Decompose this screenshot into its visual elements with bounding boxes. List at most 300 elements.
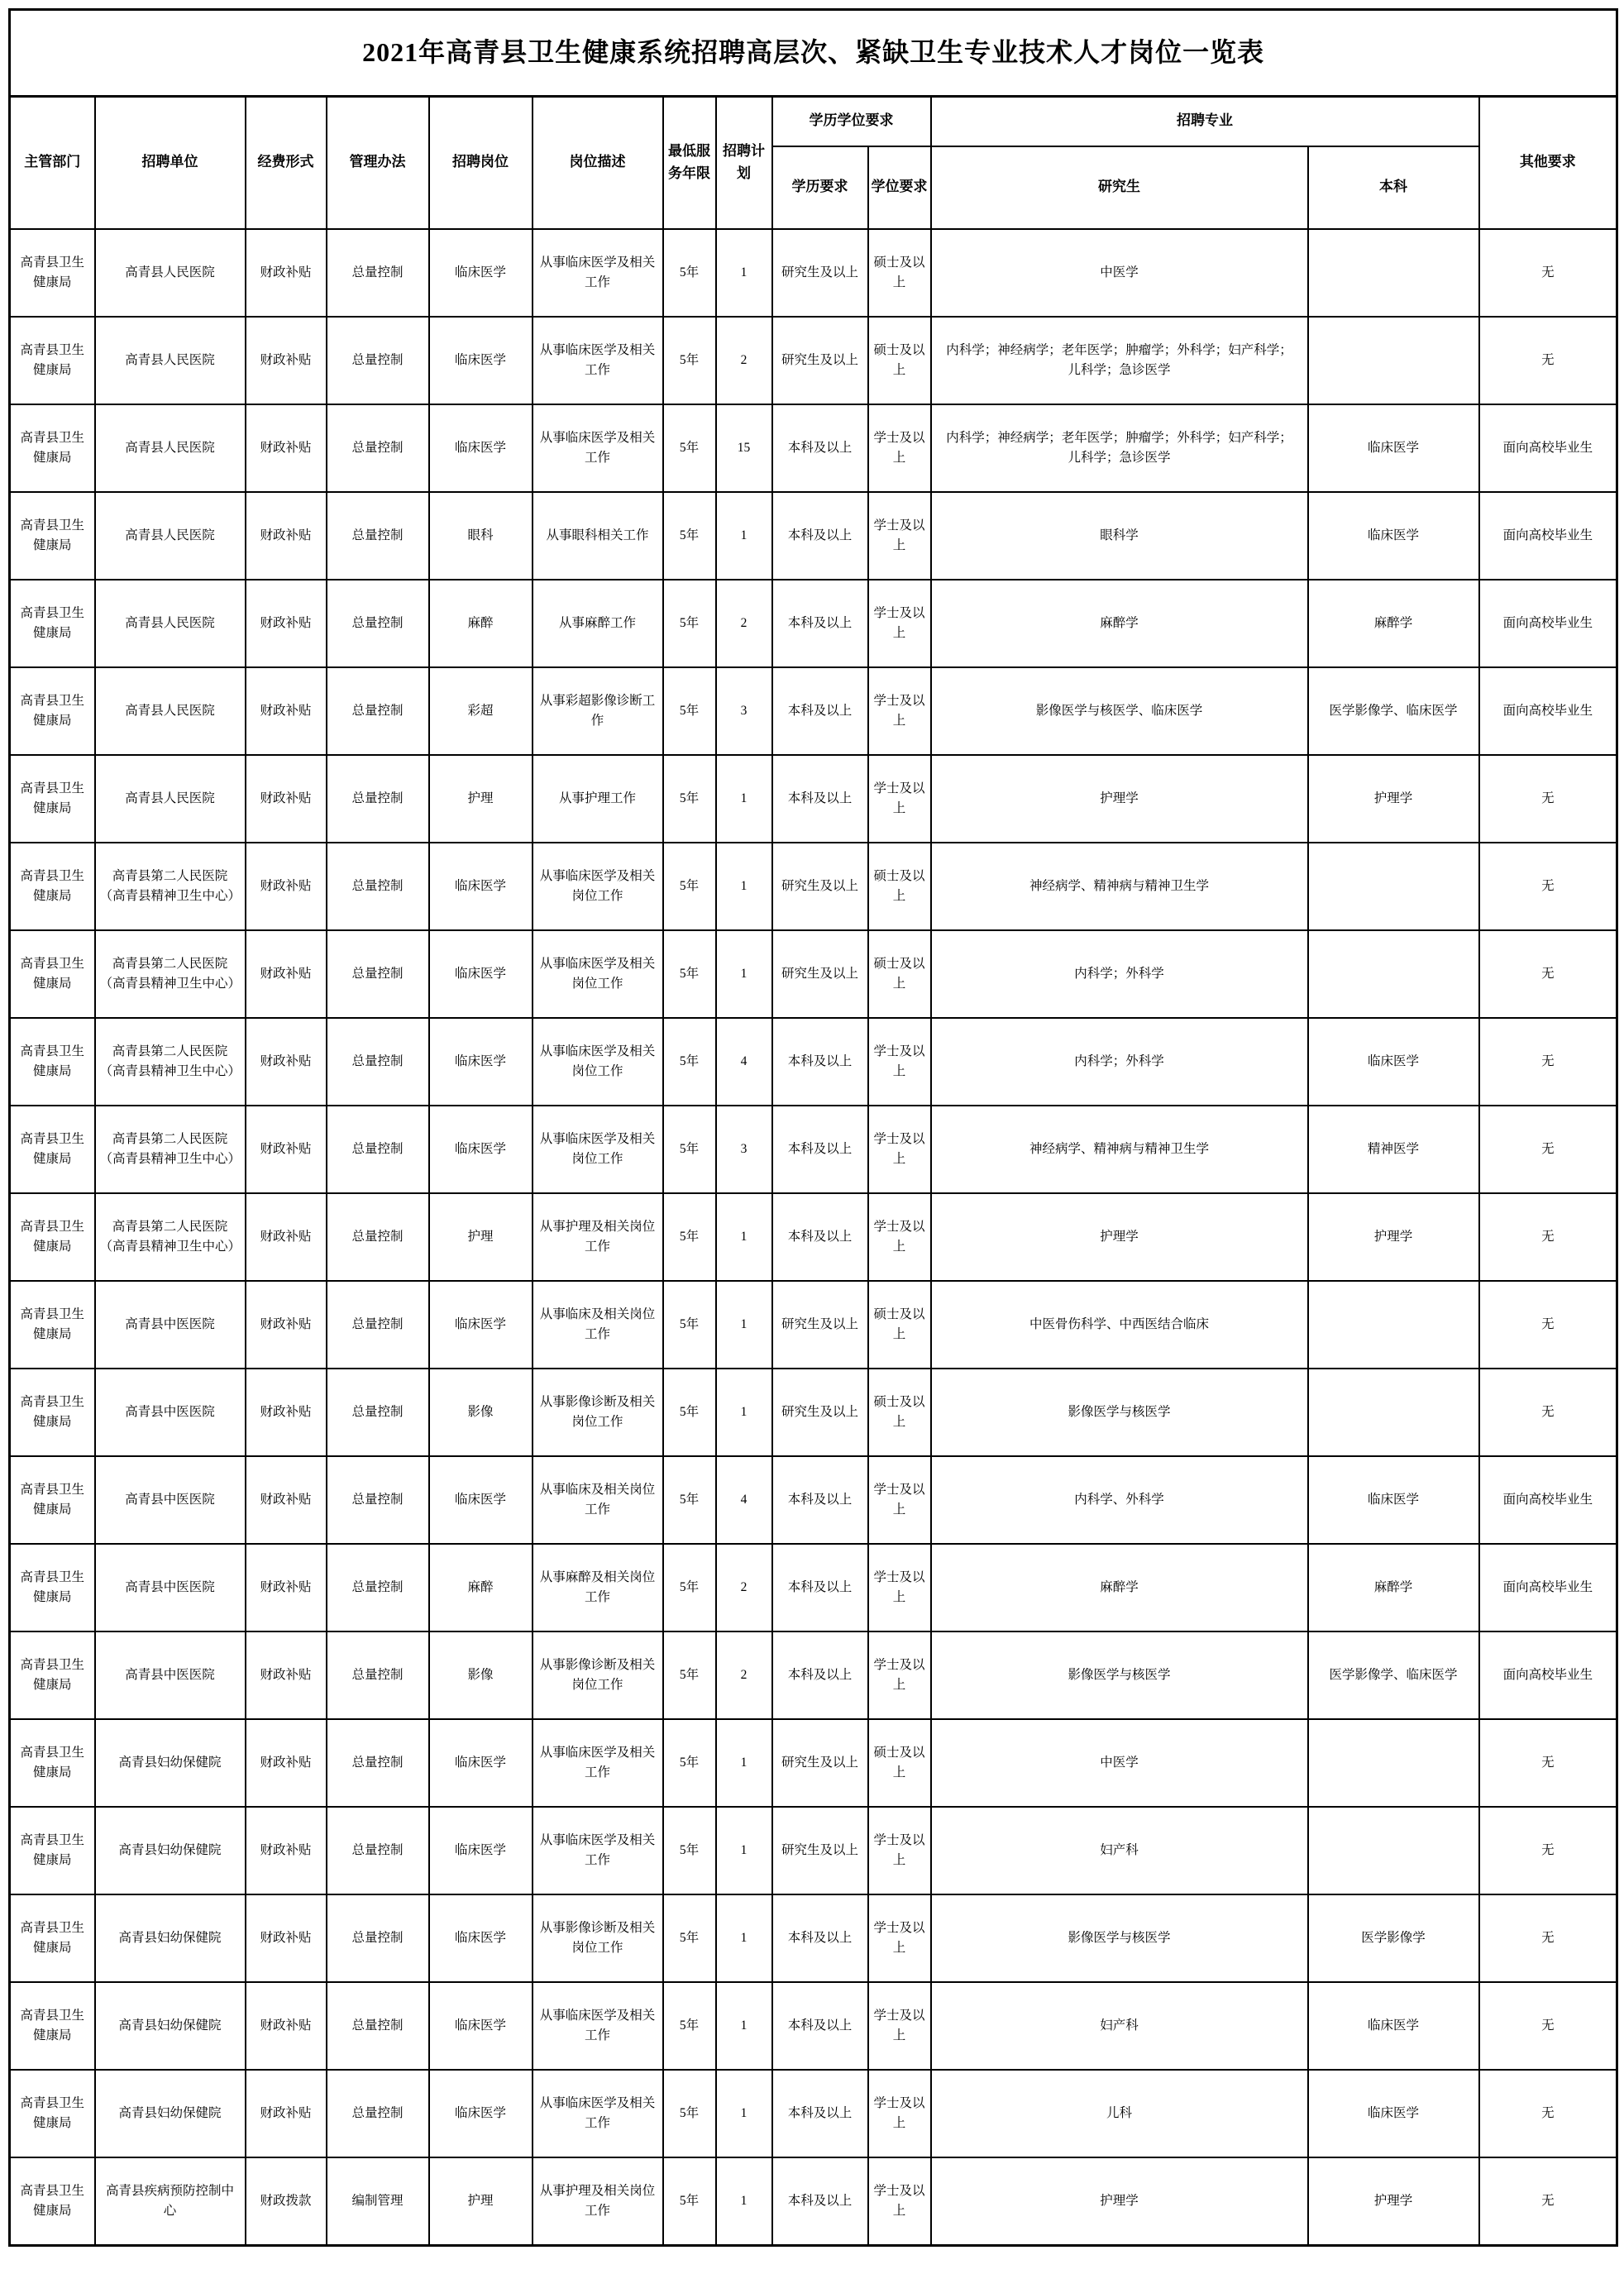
cell-mgmt: 总量控制	[327, 1193, 429, 1281]
cell-undergrad: 临床医学	[1308, 2070, 1479, 2157]
cell-grad: 中医学	[931, 229, 1308, 317]
cell-other: 面向高校毕业生	[1479, 404, 1617, 492]
cell-grad: 麻醉学	[931, 580, 1308, 667]
cell-position: 临床医学	[429, 1281, 533, 1369]
table-row	[10, 755, 1617, 843]
cell-grad: 内科学；神经病学；老年医学；肿瘤学；外科学；妇产科学；儿科学；急诊医学	[931, 317, 1308, 404]
cell-unit: 高青县中医医院	[95, 1631, 246, 1719]
cell-other: 面向高校毕业生	[1479, 1544, 1617, 1631]
cell-years: 5年	[663, 930, 716, 1018]
cell-position: 临床医学	[429, 1719, 533, 1807]
cell-other: 面向高校毕业生	[1479, 1631, 1617, 1719]
cell-funding: 财政补贴	[246, 2070, 327, 2157]
col-header-unit: 招聘单位	[95, 96, 246, 229]
cell-edu: 本科及以上	[772, 2157, 868, 2246]
cell-unit: 高青县中医医院	[95, 1369, 246, 1456]
cell-degree: 硕士及以上	[868, 843, 931, 930]
cell-undergrad	[1308, 1281, 1479, 1369]
cell-degree: 硕士及以上	[868, 229, 931, 317]
cell-grad: 妇产科	[931, 1807, 1308, 1894]
cell-years: 5年	[663, 843, 716, 930]
cell-grad: 儿科	[931, 2070, 1308, 2157]
cell-plan: 15	[716, 404, 772, 492]
cell-mgmt: 总量控制	[327, 1807, 429, 1894]
cell-unit: 高青县人民医院	[95, 492, 246, 580]
cell-desc: 从事麻醉工作	[533, 580, 663, 667]
cell-plan: 1	[716, 1281, 772, 1369]
cell-other: 无	[1479, 1982, 1617, 2070]
cell-unit: 高青县人民医院	[95, 755, 246, 843]
cell-dept: 高青县卫生健康局	[10, 317, 95, 404]
cell-position: 临床医学	[429, 1982, 533, 2070]
cell-position: 临床医学	[429, 930, 533, 1018]
cell-desc: 从事影像诊断及相关岗位工作	[533, 1894, 663, 1982]
cell-position: 护理	[429, 1193, 533, 1281]
cell-dept: 高青县卫生健康局	[10, 1894, 95, 1982]
cell-mgmt: 总量控制	[327, 1719, 429, 1807]
cell-dept: 高青县卫生健康局	[10, 755, 95, 843]
cell-undergrad: 麻醉学	[1308, 1544, 1479, 1631]
cell-degree: 学士及以上	[868, 1807, 931, 1894]
cell-unit: 高青县人民医院	[95, 404, 246, 492]
cell-edu: 本科及以上	[772, 1544, 868, 1631]
cell-funding: 财政补贴	[246, 755, 327, 843]
cell-plan: 1	[716, 2070, 772, 2157]
cell-edu: 研究生及以上	[772, 1719, 868, 1807]
cell-years: 5年	[663, 1544, 716, 1631]
cell-undergrad: 临床医学	[1308, 1018, 1479, 1106]
cell-funding: 财政补贴	[246, 843, 327, 930]
col-header-degree: 学位要求	[868, 146, 931, 229]
cell-mgmt: 总量控制	[327, 667, 429, 755]
cell-funding: 财政补贴	[246, 1719, 327, 1807]
cell-unit: 高青县疾病预防控制中心	[95, 2157, 246, 2246]
col-group-majors: 招聘专业	[931, 96, 1479, 146]
cell-dept: 高青县卫生健康局	[10, 1018, 95, 1106]
table-row	[10, 404, 1617, 492]
cell-desc: 从事彩超影像诊断工作	[533, 667, 663, 755]
table-row	[10, 2070, 1617, 2157]
table-row	[10, 1544, 1617, 1631]
cell-funding: 财政补贴	[246, 580, 327, 667]
cell-desc: 从事护理及相关岗位工作	[533, 2157, 663, 2246]
cell-position: 彩超	[429, 667, 533, 755]
cell-mgmt: 总量控制	[327, 492, 429, 580]
cell-position: 临床医学	[429, 1106, 533, 1193]
cell-desc: 从事临床医学及相关工作	[533, 1719, 663, 1807]
cell-funding: 财政补贴	[246, 317, 327, 404]
cell-grad: 内科学；神经病学；老年医学；肿瘤学；外科学；妇产科学；儿科学；急诊医学	[931, 404, 1308, 492]
cell-degree: 学士及以上	[868, 1456, 931, 1544]
cell-dept: 高青县卫生健康局	[10, 2070, 95, 2157]
cell-years: 5年	[663, 1894, 716, 1982]
table-row	[10, 843, 1617, 930]
cell-plan: 1	[716, 1193, 772, 1281]
cell-years: 5年	[663, 1369, 716, 1456]
cell-other: 无	[1479, 930, 1617, 1018]
table-row	[10, 1281, 1617, 1369]
cell-other: 面向高校毕业生	[1479, 492, 1617, 580]
cell-unit: 高青县妇幼保健院	[95, 2070, 246, 2157]
cell-edu: 本科及以上	[772, 1193, 868, 1281]
cell-degree: 学士及以上	[868, 492, 931, 580]
cell-degree: 学士及以上	[868, 1018, 931, 1106]
cell-undergrad: 医学影像学、临床医学	[1308, 1631, 1479, 1719]
cell-mgmt: 总量控制	[327, 843, 429, 930]
cell-edu: 研究生及以上	[772, 229, 868, 317]
cell-dept: 高青县卫生健康局	[10, 1193, 95, 1281]
cell-plan: 3	[716, 1106, 772, 1193]
cell-mgmt: 总量控制	[327, 404, 429, 492]
title-row	[10, 10, 1617, 97]
header-group-row	[10, 96, 1617, 146]
cell-edu: 本科及以上	[772, 755, 868, 843]
cell-plan: 1	[716, 492, 772, 580]
cell-plan: 3	[716, 667, 772, 755]
cell-funding: 财政补贴	[246, 1193, 327, 1281]
cell-mgmt: 总量控制	[327, 229, 429, 317]
col-header-grad: 研究生	[931, 146, 1308, 229]
col-header-position: 招聘岗位	[429, 96, 533, 229]
cell-grad: 影像医学与核医学	[931, 1631, 1308, 1719]
cell-mgmt: 编制管理	[327, 2157, 429, 2246]
table-body	[10, 229, 1617, 2246]
cell-dept: 高青县卫生健康局	[10, 667, 95, 755]
cell-position: 临床医学	[429, 1456, 533, 1544]
cell-position: 护理	[429, 2157, 533, 2246]
table-row	[10, 229, 1617, 317]
cell-plan: 2	[716, 1631, 772, 1719]
cell-undergrad	[1308, 229, 1479, 317]
cell-unit: 高青县人民医院	[95, 317, 246, 404]
table-row	[10, 1807, 1617, 1894]
cell-grad: 神经病学、精神病与精神卫生学	[931, 1106, 1308, 1193]
cell-other: 无	[1479, 1807, 1617, 1894]
cell-other: 无	[1479, 1369, 1617, 1456]
cell-desc: 从事临床医学及相关岗位工作	[533, 930, 663, 1018]
cell-plan: 1	[716, 1719, 772, 1807]
cell-edu: 本科及以上	[772, 1106, 868, 1193]
cell-plan: 1	[716, 2157, 772, 2246]
cell-other: 面向高校毕业生	[1479, 580, 1617, 667]
cell-funding: 财政拨款	[246, 2157, 327, 2246]
cell-mgmt: 总量控制	[327, 1018, 429, 1106]
table-row	[10, 1719, 1617, 1807]
cell-unit: 高青县第二人民医院（高青县精神卫生中心）	[95, 1018, 246, 1106]
cell-position: 护理	[429, 755, 533, 843]
cell-edu: 本科及以上	[772, 1456, 868, 1544]
cell-unit: 高青县第二人民医院（高青县精神卫生中心）	[95, 1193, 246, 1281]
cell-dept: 高青县卫生健康局	[10, 1369, 95, 1456]
cell-mgmt: 总量控制	[327, 1982, 429, 2070]
cell-other: 无	[1479, 2157, 1617, 2246]
cell-years: 5年	[663, 1982, 716, 2070]
cell-undergrad	[1308, 930, 1479, 1018]
col-group-edu-degree: 学历学位要求	[772, 96, 931, 146]
cell-unit: 高青县妇幼保健院	[95, 1719, 246, 1807]
cell-edu: 本科及以上	[772, 667, 868, 755]
cell-mgmt: 总量控制	[327, 1281, 429, 1369]
cell-years: 5年	[663, 229, 716, 317]
cell-degree: 学士及以上	[868, 1106, 931, 1193]
cell-funding: 财政补贴	[246, 1807, 327, 1894]
cell-mgmt: 总量控制	[327, 1544, 429, 1631]
cell-degree: 学士及以上	[868, 1982, 931, 2070]
cell-undergrad	[1308, 317, 1479, 404]
cell-other: 面向高校毕业生	[1479, 1456, 1617, 1544]
cell-desc: 从事临床医学及相关工作	[533, 1807, 663, 1894]
cell-position: 临床医学	[429, 404, 533, 492]
cell-unit: 高青县妇幼保健院	[95, 1894, 246, 1982]
cell-funding: 财政补贴	[246, 1544, 327, 1631]
cell-other: 无	[1479, 1281, 1617, 1369]
cell-mgmt: 总量控制	[327, 1631, 429, 1719]
cell-grad: 中医学	[931, 1719, 1308, 1807]
cell-dept: 高青县卫生健康局	[10, 1281, 95, 1369]
col-header-mgmt: 管理办法	[327, 96, 429, 229]
table-row	[10, 1369, 1617, 1456]
cell-funding: 财政补贴	[246, 404, 327, 492]
cell-plan: 4	[716, 1456, 772, 1544]
cell-mgmt: 总量控制	[327, 2070, 429, 2157]
cell-dept: 高青县卫生健康局	[10, 492, 95, 580]
cell-edu: 研究生及以上	[772, 930, 868, 1018]
cell-unit: 高青县中医医院	[95, 1456, 246, 1544]
cell-undergrad: 医学影像学	[1308, 1894, 1479, 1982]
cell-desc: 从事影像诊断及相关岗位工作	[533, 1369, 663, 1456]
cell-grad: 护理学	[931, 2157, 1308, 2246]
col-header-edu: 学历要求	[772, 146, 868, 229]
cell-desc: 从事护理工作	[533, 755, 663, 843]
cell-grad: 内科学；外科学	[931, 1018, 1308, 1106]
cell-undergrad	[1308, 1369, 1479, 1456]
cell-degree: 学士及以上	[868, 2157, 931, 2246]
cell-plan: 2	[716, 580, 772, 667]
cell-mgmt: 总量控制	[327, 930, 429, 1018]
cell-position: 临床医学	[429, 843, 533, 930]
cell-undergrad: 临床医学	[1308, 1456, 1479, 1544]
cell-desc: 从事临床及相关岗位工作	[533, 1456, 663, 1544]
cell-position: 临床医学	[429, 1807, 533, 1894]
cell-undergrad: 麻醉学	[1308, 580, 1479, 667]
col-header-undergrad: 本科	[1308, 146, 1479, 229]
cell-dept: 高青县卫生健康局	[10, 1106, 95, 1193]
cell-undergrad	[1308, 1807, 1479, 1894]
table-row	[10, 2157, 1617, 2246]
cell-degree: 学士及以上	[868, 1193, 931, 1281]
cell-grad: 神经病学、精神病与精神卫生学	[931, 843, 1308, 930]
cell-dept: 高青县卫生健康局	[10, 1544, 95, 1631]
cell-plan: 1	[716, 755, 772, 843]
cell-other: 无	[1479, 229, 1617, 317]
cell-years: 5年	[663, 1018, 716, 1106]
cell-mgmt: 总量控制	[327, 1106, 429, 1193]
cell-funding: 财政补贴	[246, 1894, 327, 1982]
cell-other: 无	[1479, 1193, 1617, 1281]
cell-dept: 高青县卫生健康局	[10, 1456, 95, 1544]
col-header-plan: 招聘计划	[716, 96, 772, 229]
cell-position: 眼科	[429, 492, 533, 580]
cell-edu: 本科及以上	[772, 1631, 868, 1719]
cell-grad: 内科学、外科学	[931, 1456, 1308, 1544]
table-row	[10, 1106, 1617, 1193]
table-row	[10, 667, 1617, 755]
cell-undergrad: 临床医学	[1308, 1982, 1479, 2070]
cell-years: 5年	[663, 755, 716, 843]
cell-unit: 高青县第二人民医院（高青县精神卫生中心）	[95, 930, 246, 1018]
cell-undergrad	[1308, 1719, 1479, 1807]
cell-years: 5年	[663, 667, 716, 755]
cell-dept: 高青县卫生健康局	[10, 229, 95, 317]
cell-funding: 财政补贴	[246, 1456, 327, 1544]
cell-other: 无	[1479, 317, 1617, 404]
cell-dept: 高青县卫生健康局	[10, 1807, 95, 1894]
cell-edu: 本科及以上	[772, 1982, 868, 2070]
cell-plan: 1	[716, 930, 772, 1018]
cell-other: 无	[1479, 1106, 1617, 1193]
cell-years: 5年	[663, 492, 716, 580]
cell-degree: 硕士及以上	[868, 930, 931, 1018]
cell-grad: 护理学	[931, 1193, 1308, 1281]
cell-years: 5年	[663, 1807, 716, 1894]
cell-undergrad	[1308, 843, 1479, 930]
cell-desc: 从事护理及相关岗位工作	[533, 1193, 663, 1281]
cell-edu: 本科及以上	[772, 580, 868, 667]
cell-undergrad: 护理学	[1308, 1193, 1479, 1281]
cell-undergrad: 精神医学	[1308, 1106, 1479, 1193]
cell-position: 临床医学	[429, 1018, 533, 1106]
cell-undergrad: 临床医学	[1308, 492, 1479, 580]
table-row	[10, 1456, 1617, 1544]
cell-grad: 内科学；外科学	[931, 930, 1308, 1018]
cell-funding: 财政补贴	[246, 1106, 327, 1193]
cell-years: 5年	[663, 317, 716, 404]
cell-funding: 财政补贴	[246, 229, 327, 317]
cell-degree: 学士及以上	[868, 1544, 931, 1631]
cell-years: 5年	[663, 404, 716, 492]
cell-edu: 研究生及以上	[772, 1281, 868, 1369]
cell-position: 临床医学	[429, 229, 533, 317]
cell-undergrad: 临床医学	[1308, 404, 1479, 492]
cell-desc: 从事临床及相关岗位工作	[533, 1281, 663, 1369]
cell-other: 无	[1479, 2070, 1617, 2157]
cell-funding: 财政补贴	[246, 930, 327, 1018]
cell-position: 影像	[429, 1631, 533, 1719]
table-row	[10, 317, 1617, 404]
cell-other: 无	[1479, 755, 1617, 843]
cell-position: 麻醉	[429, 1544, 533, 1631]
page-title: 2021年高青县卫生健康系统招聘高层次、紧缺卫生专业技术人才岗位一览表	[10, 10, 1617, 97]
table-row	[10, 1982, 1617, 2070]
cell-desc: 从事眼科相关工作	[533, 492, 663, 580]
cell-degree: 硕士及以上	[868, 1281, 931, 1369]
cell-other: 无	[1479, 1719, 1617, 1807]
cell-degree: 学士及以上	[868, 1894, 931, 1982]
cell-desc: 从事临床医学及相关岗位工作	[533, 843, 663, 930]
recruitment-table	[8, 8, 1618, 2247]
cell-dept: 高青县卫生健康局	[10, 1631, 95, 1719]
cell-desc: 从事临床医学及相关岗位工作	[533, 1018, 663, 1106]
cell-desc: 从事麻醉及相关岗位工作	[533, 1544, 663, 1631]
cell-undergrad: 医学影像学、临床医学	[1308, 667, 1479, 755]
cell-degree: 硕士及以上	[868, 317, 931, 404]
cell-degree: 硕士及以上	[868, 1369, 931, 1456]
cell-degree: 硕士及以上	[868, 1719, 931, 1807]
cell-plan: 1	[716, 1807, 772, 1894]
cell-position: 临床医学	[429, 317, 533, 404]
cell-funding: 财政补贴	[246, 1281, 327, 1369]
cell-edu: 本科及以上	[772, 2070, 868, 2157]
cell-position: 临床医学	[429, 1894, 533, 1982]
cell-years: 5年	[663, 1719, 716, 1807]
cell-edu: 研究生及以上	[772, 843, 868, 930]
cell-edu: 研究生及以上	[772, 1369, 868, 1456]
cell-unit: 高青县人民医院	[95, 229, 246, 317]
cell-plan: 1	[716, 1369, 772, 1456]
cell-degree: 学士及以上	[868, 404, 931, 492]
cell-funding: 财政补贴	[246, 1631, 327, 1719]
table-row	[10, 580, 1617, 667]
cell-plan: 2	[716, 1544, 772, 1631]
cell-plan: 1	[716, 1982, 772, 2070]
cell-position: 临床医学	[429, 2070, 533, 2157]
cell-funding: 财政补贴	[246, 1018, 327, 1106]
cell-desc: 从事临床医学及相关工作	[533, 317, 663, 404]
cell-unit: 高青县人民医院	[95, 667, 246, 755]
table-row	[10, 1894, 1617, 1982]
col-header-desc: 岗位描述	[533, 96, 663, 229]
cell-position: 影像	[429, 1369, 533, 1456]
cell-desc: 从事临床医学及相关工作	[533, 1982, 663, 2070]
cell-desc: 从事影像诊断及相关岗位工作	[533, 1631, 663, 1719]
cell-dept: 高青县卫生健康局	[10, 843, 95, 930]
cell-dept: 高青县卫生健康局	[10, 2157, 95, 2246]
cell-edu: 本科及以上	[772, 1018, 868, 1106]
cell-years: 5年	[663, 1106, 716, 1193]
cell-edu: 本科及以上	[772, 492, 868, 580]
cell-unit: 高青县第二人民医院（高青县精神卫生中心）	[95, 843, 246, 930]
cell-unit: 高青县妇幼保健院	[95, 1982, 246, 2070]
cell-desc: 从事临床医学及相关工作	[533, 404, 663, 492]
cell-degree: 学士及以上	[868, 2070, 931, 2157]
cell-undergrad: 护理学	[1308, 755, 1479, 843]
cell-unit: 高青县第二人民医院（高青县精神卫生中心）	[95, 1106, 246, 1193]
cell-other: 面向高校毕业生	[1479, 667, 1617, 755]
cell-desc: 从事临床医学及相关岗位工作	[533, 1106, 663, 1193]
cell-degree: 学士及以上	[868, 755, 931, 843]
col-header-other: 其他要求	[1479, 96, 1617, 229]
cell-grad: 中医骨伤科学、中西医结合临床	[931, 1281, 1308, 1369]
table-row	[10, 1018, 1617, 1106]
cell-grad: 护理学	[931, 755, 1308, 843]
cell-funding: 财政补贴	[246, 667, 327, 755]
cell-mgmt: 总量控制	[327, 317, 429, 404]
cell-years: 5年	[663, 1631, 716, 1719]
cell-dept: 高青县卫生健康局	[10, 580, 95, 667]
cell-other: 无	[1479, 1894, 1617, 1982]
cell-mgmt: 总量控制	[327, 1894, 429, 1982]
cell-grad: 麻醉学	[931, 1544, 1308, 1631]
cell-funding: 财政补贴	[246, 1982, 327, 2070]
cell-years: 5年	[663, 1281, 716, 1369]
cell-unit: 高青县人民医院	[95, 580, 246, 667]
col-header-dept: 主管部门	[10, 96, 95, 229]
cell-position: 麻醉	[429, 580, 533, 667]
cell-years: 5年	[663, 2157, 716, 2246]
cell-undergrad: 护理学	[1308, 2157, 1479, 2246]
cell-edu: 本科及以上	[772, 1894, 868, 1982]
cell-dept: 高青县卫生健康局	[10, 1719, 95, 1807]
